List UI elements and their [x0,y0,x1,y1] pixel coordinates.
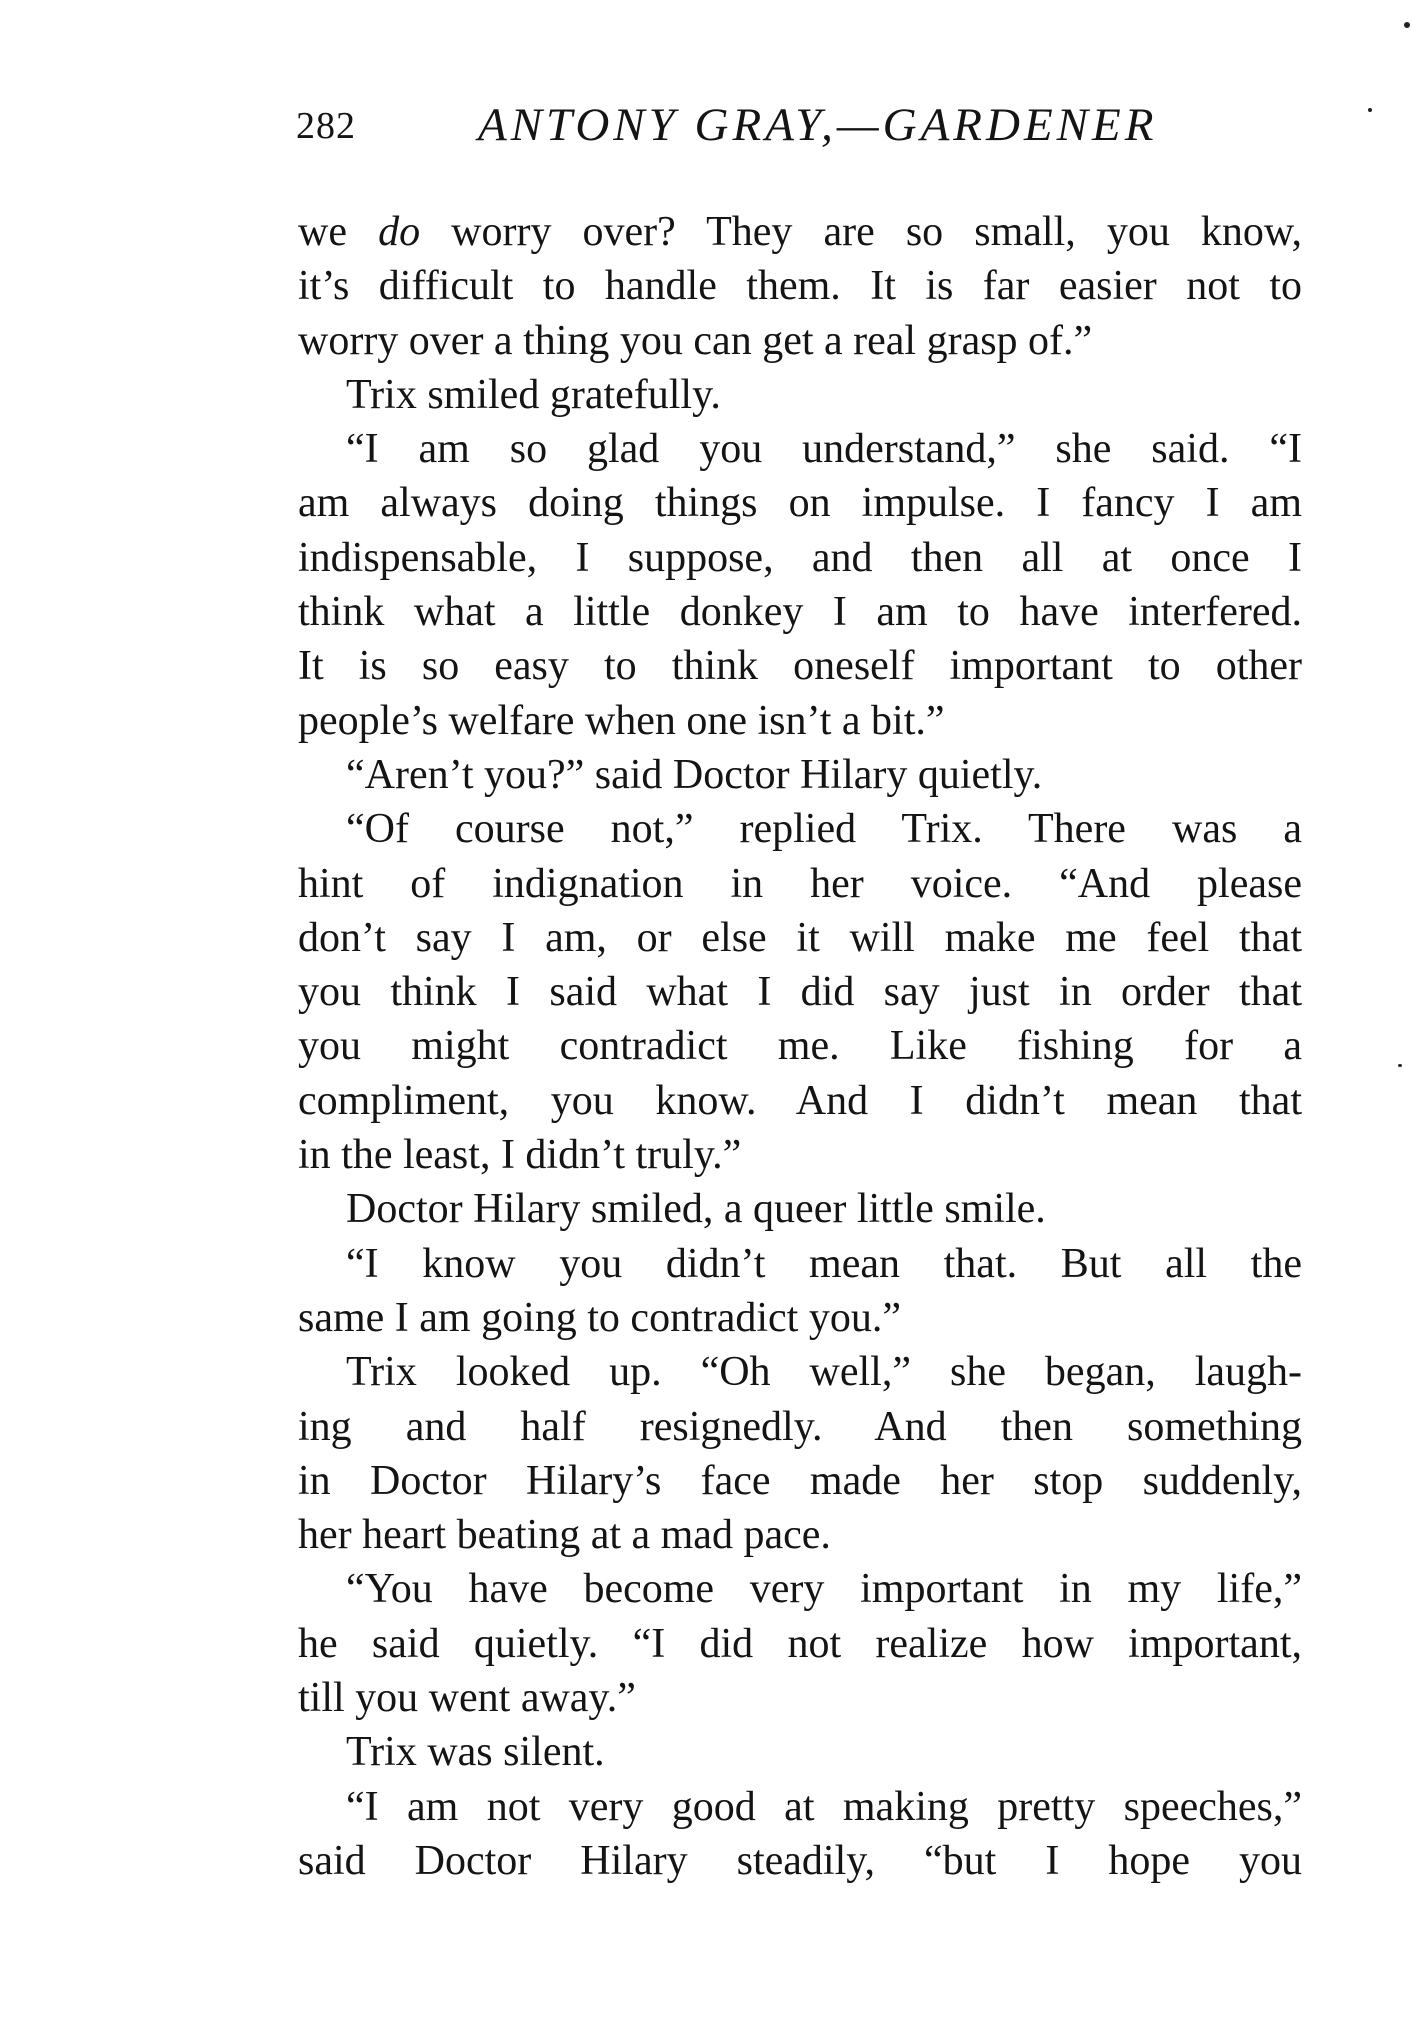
running-title: ANTONY GRAY,—GARDENER [478,99,1158,151]
scan-speck [1368,108,1372,112]
text-line: worry over a thing you can get a real grasp of.” [298,317,1093,364]
text-line: am always doing things on impulse. I fancy I am [298,480,1302,527]
scan-speck [1404,22,1410,28]
text-line: ing and half resignedly. And then something [298,1403,1302,1450]
text-line: compliment, you know. And I didn’t mean that [298,1077,1302,1124]
text-line: Trix smiled gratefully. [346,371,721,418]
text-line: in Doctor Hilary’s face made her stop suddenly, [298,1457,1302,1504]
text-line: he said quietly. “I did not realize how important, [298,1620,1302,1667]
page-header [296,98,1306,158]
text-line: Trix was silent. [346,1729,605,1776]
text-line: people’s welfare when one isn’t a bit.” [298,697,945,744]
text-line: indispensable, I suppose, and then all at once I [298,534,1302,581]
text-line: said Doctor Hilary steadily, “but I hope you [298,1837,1302,1884]
text-line: in the least, I didn’t truly.” [298,1132,742,1179]
text-line: think what a little donkey I am to have interfered. [298,589,1302,636]
scan-speck [1398,1064,1402,1067]
text-line: Trix looked up. “Oh well,” she began, laugh- [346,1349,1302,1396]
text-line: same I am going to contradict you.” [298,1294,901,1341]
text-line: “I am not very good at making pretty speeches,” [346,1783,1302,1830]
text-line: “You have become very important in my life,” [346,1566,1302,1613]
text-line: it’s difficult to handle them. It is far easier not to [298,263,1302,310]
text-line: “Of course not,” replied Trix. There was a [346,806,1302,853]
page-number: 282 [296,105,356,147]
text-line: It is so easy to think oneself important to other [298,643,1302,690]
text-line: “I am so glad you understand,” she said. “I [346,426,1302,473]
text-line: till you went away.” [298,1675,636,1722]
text-line: “I know you didn’t mean that. But all the [346,1240,1302,1287]
text-line: you think I said what I did say just in order that [298,969,1302,1016]
text-line: you might contradict me. Like fishing for a [298,1023,1302,1070]
text-line: her heart beating at a mad pace. [298,1512,831,1559]
text-line: Doctor Hilary smiled, a queer little smile. [346,1186,1046,1233]
text-line: don’t say I am, or else it will make me feel that [298,914,1302,961]
text-line: “Aren’t you?” said Doctor Hilary quietly. [346,751,1043,798]
text-line: we do worry over? They are so small, you know, [298,209,1302,255]
body-text [298,205,1302,1888]
text-line: hint of indignation in her voice. “And please [298,860,1302,907]
